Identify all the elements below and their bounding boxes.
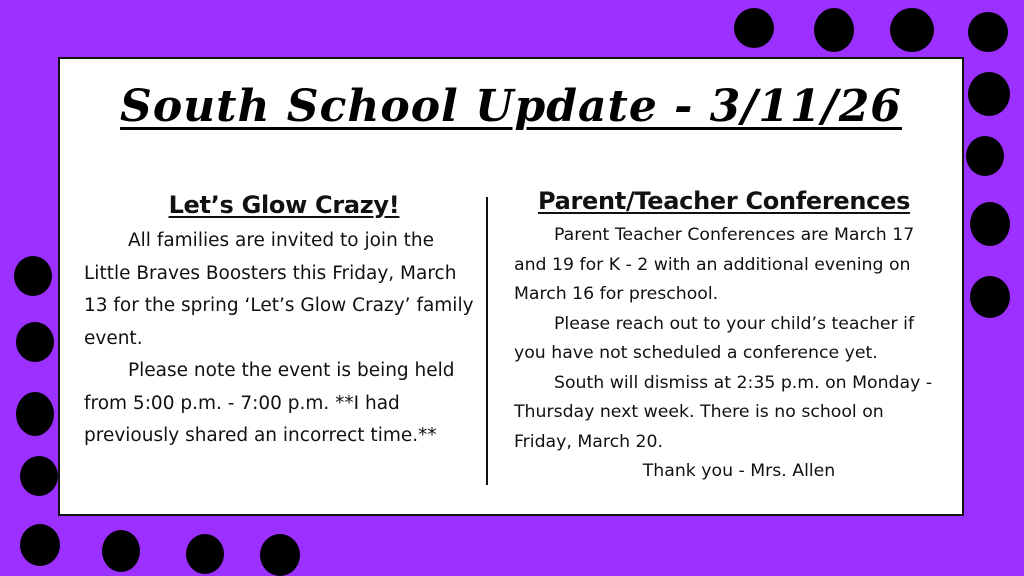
column-divider [486,197,488,485]
conferences-section [514,187,934,487]
signoff: Thank you - Mrs. Allen [642,461,836,481]
decorative-dot [16,322,54,362]
glow-crazy-paragraph: Please note the event is being held from 5:00 p.m. - 7:00 p.m. **I had previously shared an incorrect time.** [84,360,455,446]
conferences-paragraph: Please reach out to your child’s teacher if you have not scheduled a conference yet. [514,313,915,363]
decorative-dot [20,524,60,566]
decorative-dot [734,8,774,48]
decorative-dot [814,8,854,52]
decorative-dot [260,534,300,576]
conferences-paragraph: Parent Teacher Conferences are March 17 and 19 for K - 2 with an additional evening on March 16 for preschool. [514,225,915,304]
conferences-heading: Parent/Teacher Conferences [537,187,911,215]
decorative-dot [16,392,54,436]
decorative-dot [102,530,140,572]
decorative-dot [890,8,934,52]
glow-crazy-heading: Let’s Glow Crazy! [168,191,400,219]
decorative-dot [968,72,1010,116]
decorative-dot [186,534,224,574]
decorative-dot [20,456,58,496]
page-title: South School Update - 3/11/26 [120,81,902,132]
decorative-dot [970,202,1010,246]
decorative-dot [14,256,52,296]
decorative-dot [966,136,1004,176]
update-card [58,57,964,516]
glow-crazy-paragraph: All families are invited to join the Little Braves Boosters this Friday, March 13 for the spring ‘Let’s Glow Crazy’ family event. [84,230,474,349]
glow-crazy-section [84,191,484,453]
conferences-paragraph: South will dismiss at 2:35 p.m. on Monday - Thursday next week. There is no school on Friday, March 20. [514,372,933,452]
decorative-dot [968,12,1008,52]
decorative-dot [970,276,1010,318]
